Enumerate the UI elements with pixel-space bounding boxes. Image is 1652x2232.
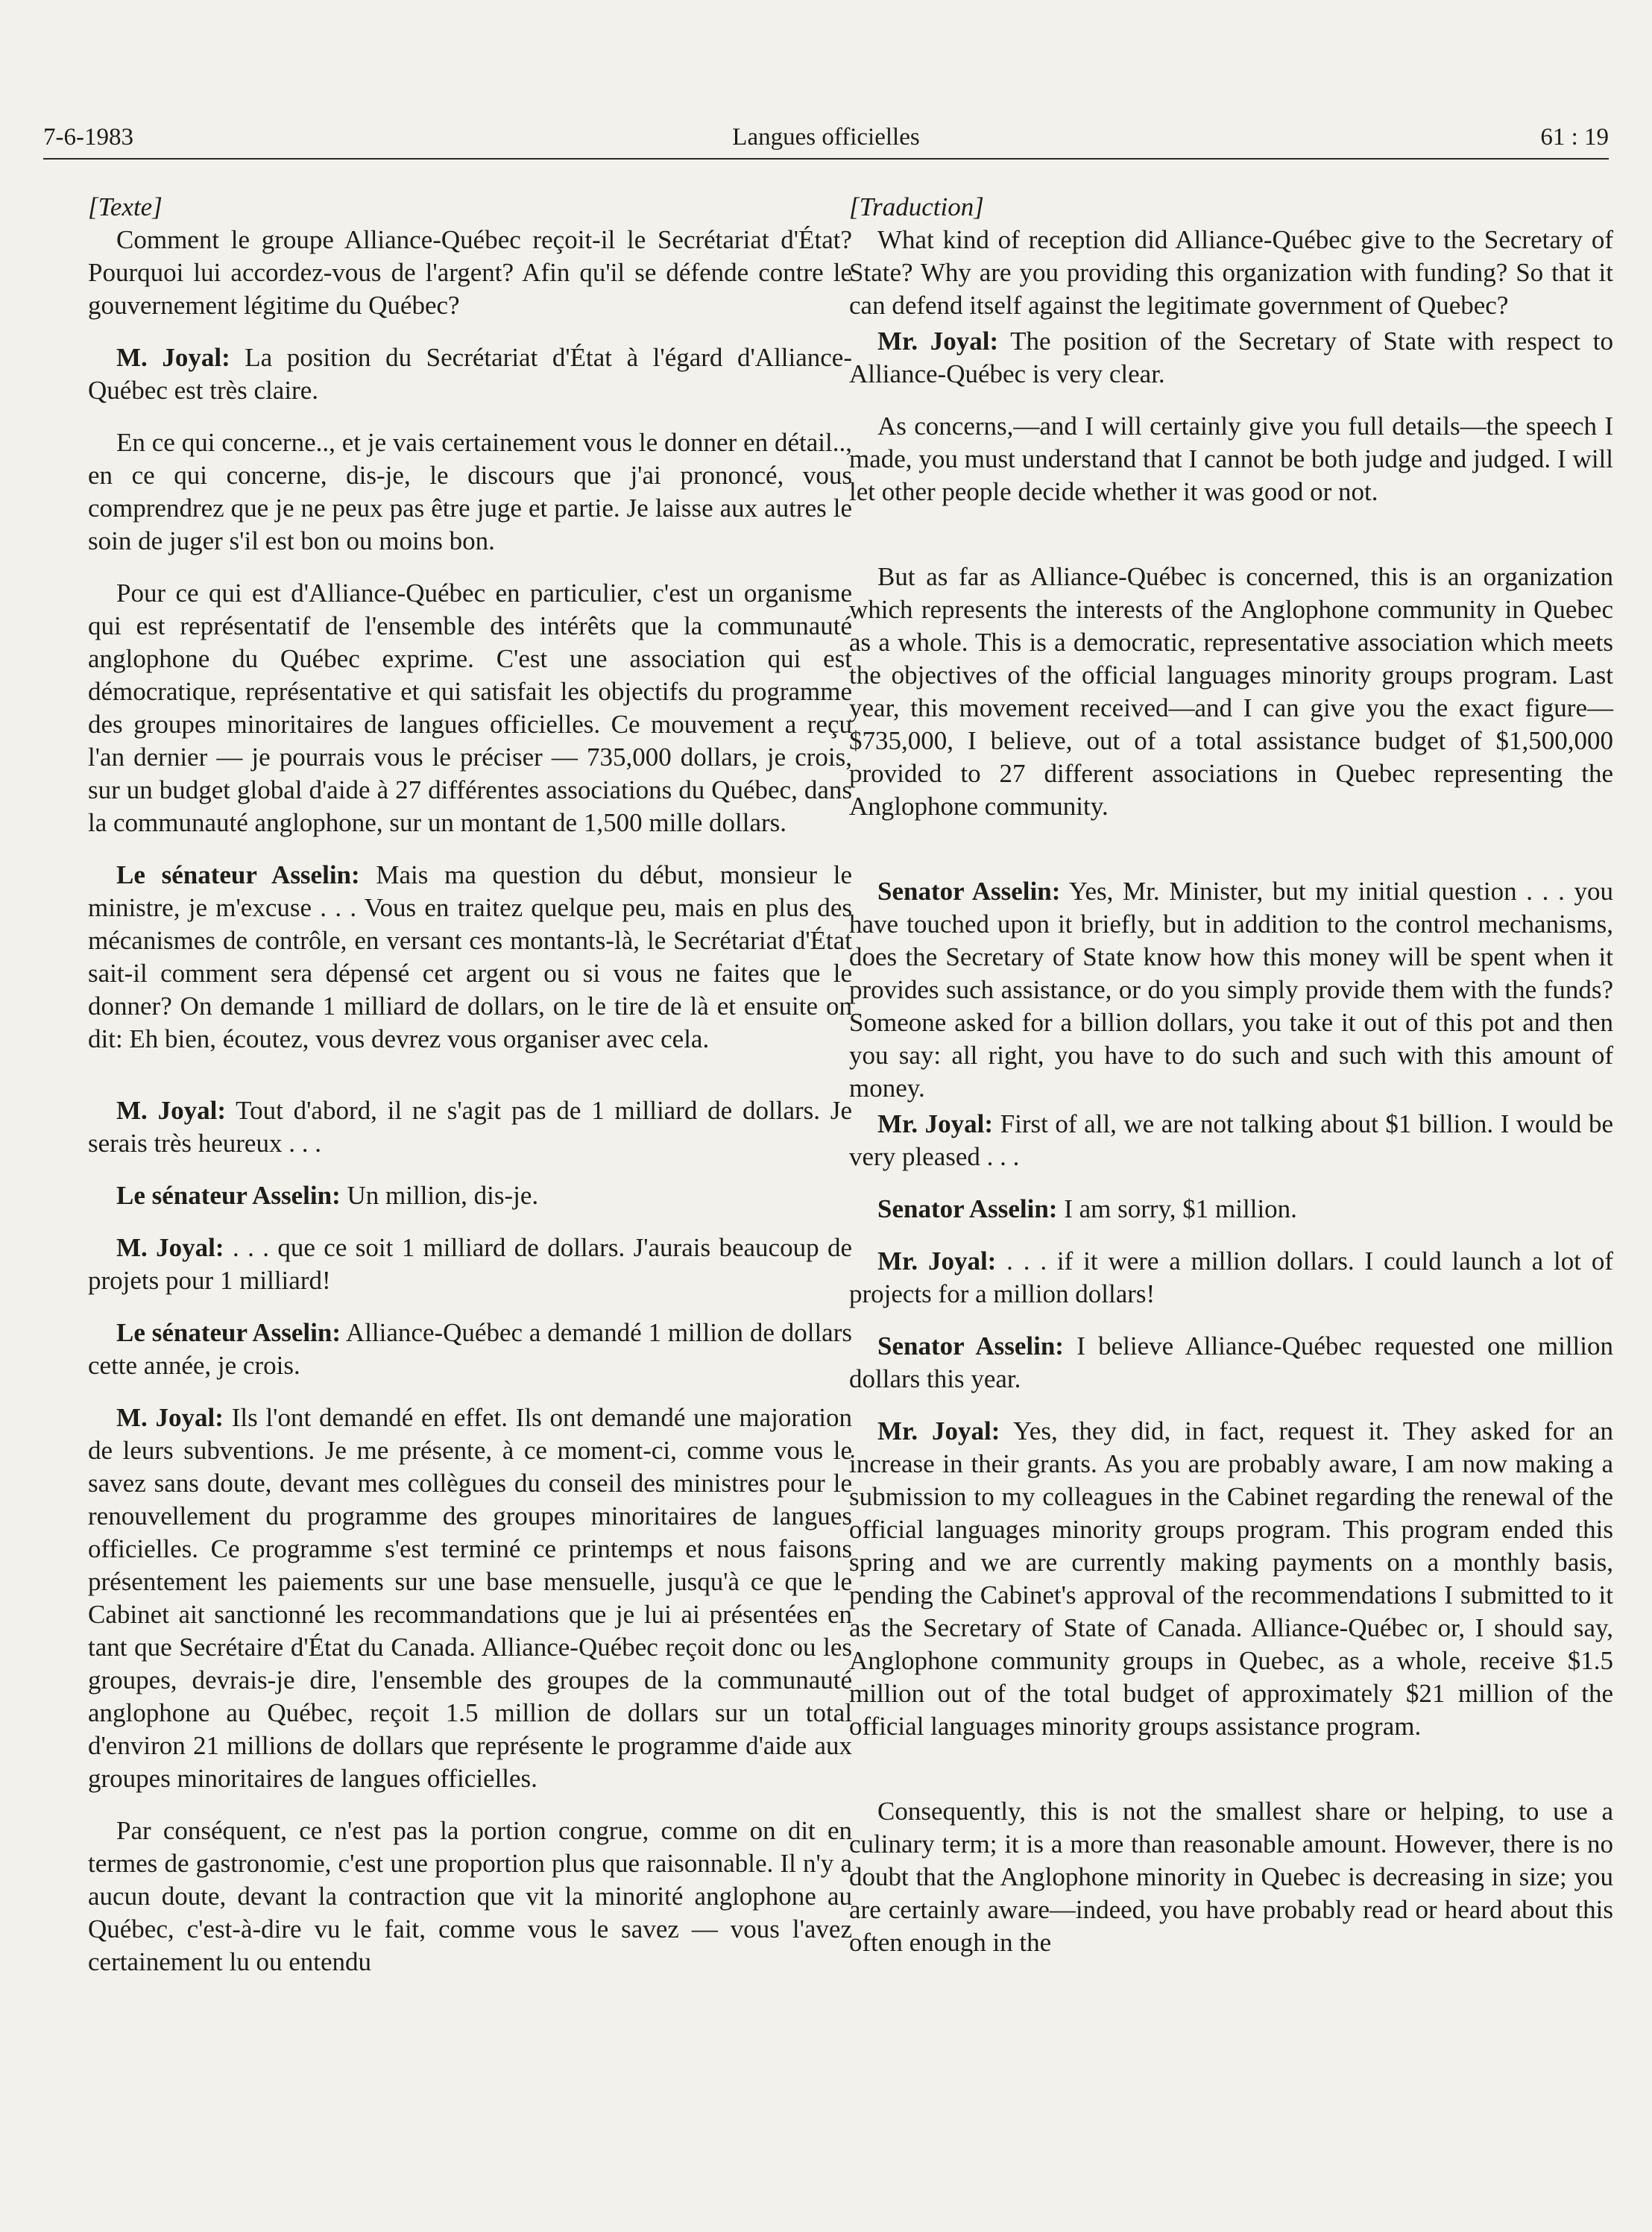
paragraph bbox=[849, 1108, 1613, 1173]
speaker-name: Le sénateur Asselin: bbox=[116, 1181, 341, 1210]
paragraph-text: But as far as Alliance-Québec is concerned, this is an organization which represents the interests of the Anglophone community in Quebec as a whole. This is a democratic, representative association which meets the objectives of the official languages minority groups program. Last year, this movement received—and I can give you the exact figure—$735,000, I believe, out of a total assistance budget of $1,500,000 provided to 27 different associations in Quebec representing the Anglophone community. bbox=[849, 562, 1613, 821]
french-column bbox=[88, 191, 852, 1979]
paragraph bbox=[88, 224, 852, 322]
speaker-name: Le sénateur Asselin: bbox=[116, 860, 360, 889]
section-tag: [Traduction] bbox=[849, 192, 984, 221]
paragraph-text: Pour ce qui est d'Alliance-Québec en particulier, c'est un organisme qui est représentatif de l'ensemble des intérêts que la communauté anglophone du Québec exprime. C'est une association qui est démocratique, représentative et qui satisfait les objectifs du programme des groupes minoritaires de langues officielles. Ce mouvement a reçu l'an dernier — je pourrais vous le préciser — 735,000 dollars, je crois, sur un budget global d'aide à 27 différentes associations du Québec, dans la communauté anglophone, sur un montant de 1,500 mille dollars. bbox=[88, 579, 852, 837]
paragraph bbox=[849, 325, 1613, 391]
paragraph-text: The position of the Secretary of State with respect to Alliance-Québec is very clear. bbox=[849, 327, 1613, 388]
speaker-name: Senator Asselin: bbox=[877, 1331, 1064, 1361]
english-column bbox=[849, 191, 1613, 1959]
paragraph bbox=[88, 1179, 852, 1212]
speaker-name: Le sénateur Asselin: bbox=[116, 1318, 341, 1347]
speaker-name: Senator Asselin: bbox=[877, 877, 1061, 906]
paragraph bbox=[88, 1402, 852, 1795]
speaker-name: Mr. Joyal: bbox=[877, 1246, 997, 1276]
paragraph-text: Un million, dis-je. bbox=[347, 1181, 539, 1210]
paragraph-text: Alliance-Québec a demandé 1 million de dollars cette année, je crois. bbox=[88, 1318, 852, 1380]
page-header bbox=[43, 124, 1609, 160]
paragraph bbox=[88, 1815, 852, 1979]
paragraph-text: . . . que ce soit 1 milliard de dollars. J'aurais beaucoup de projets pour 1 milliard! bbox=[88, 1233, 852, 1295]
header-page-number: 61 : 19 bbox=[1540, 124, 1609, 151]
speaker-name: M. Joyal: bbox=[116, 1096, 226, 1125]
paragraph bbox=[88, 859, 852, 1056]
paragraph-text: First of all, we are not talking about $1 billion. I would be very pleased . . . bbox=[849, 1109, 1614, 1171]
paragraph bbox=[88, 341, 852, 407]
paragraph bbox=[849, 224, 1613, 322]
speaker-name: Mr. Joyal: bbox=[877, 327, 999, 356]
header-date: 7-6-1983 bbox=[43, 124, 133, 151]
paragraph-text: As concerns,—and I will certainly give you full details—the speech I made, you must understand that I cannot be both judge and judged. I will let other people decide whether it was good or not. bbox=[849, 412, 1613, 506]
speaker-name: M. Joyal: bbox=[116, 343, 230, 372]
paragraph bbox=[88, 1232, 852, 1297]
speaker-name: Mr. Joyal: bbox=[877, 1109, 994, 1138]
paragraph bbox=[88, 577, 852, 839]
speaker-name: M. Joyal: bbox=[116, 1403, 224, 1432]
paragraph-text: La position du Secrétariat d'État à l'égard d'Alliance-Québec est très claire. bbox=[88, 343, 852, 405]
paragraph-text: I believe Alliance-Québec requested one million dollars this year. bbox=[849, 1331, 1614, 1393]
paragraph bbox=[88, 1094, 852, 1160]
speaker-name: M. Joyal: bbox=[116, 1233, 224, 1262]
paragraph bbox=[849, 1330, 1613, 1396]
header-title: Langues officielles bbox=[732, 124, 920, 151]
paragraph-text: Par conséquent, ce n'est pas la portion congrue, comme on dit en termes de gastronomie, c'est une proportion plus que raisonnable. Il n'y a aucun doute, devant la contraction que vit la minorité anglophone au Québec, c'est-à-dire vu le fait, comme vous le savez — vous l'avez certainement lu ou entendu bbox=[88, 1816, 852, 1976]
paragraph-text: Ils l'ont demandé en effet. Ils ont demandé une majoration de leurs subventions. Je me présente, à ce moment-ci, comme vous le savez sans doute, devant mes collègues du conseil des ministres pour le renouvellement du programme des groupes minoritaires de langues officielles. Ce programme s'est terminé ce printemps et nous faisons présentement les paiements sur une base mensuelle, jusqu'à ce que le Cabinet ait sanctionné les recommandations que je lui ai présentées en tant que Secrétaire d'État du Canada. Alliance-Québec reçoit donc ou les groupes, devrais-je dire, l'ensemble des groupes de la communauté anglophone au Québec, reçoit 1.5 million de dollars sur un total d'environ 21 millions de dollars que représente le programme d'aide aux groupes minoritaires de langues officielles. bbox=[88, 1403, 853, 1793]
paragraph bbox=[849, 410, 1613, 508]
speaker-name: Mr. Joyal: bbox=[877, 1416, 1000, 1446]
speaker-name: Senator Asselin: bbox=[877, 1194, 1058, 1223]
paragraph bbox=[849, 561, 1613, 823]
paragraph-text: Yes, Mr. Minister, but my initial question . . . you have touched upon it briefly, but in addition to the control mechanisms, does the Secretary of State know how this money will be spent when it provides such assistance, or do you simply provide them with the funds? Someone asked for a billion dollars, you take it out of this pot and then you say: all right, you have to do such and such with this amount of money. bbox=[849, 877, 1613, 1103]
paragraph bbox=[849, 1415, 1613, 1743]
paragraph bbox=[849, 1245, 1613, 1311]
paragraph-text: Tout d'abord, il ne s'agit pas de 1 milliard de dollars. Je serais très heureux . . . bbox=[88, 1096, 852, 1158]
section-tag: [Texte] bbox=[88, 192, 163, 221]
paragraph-text: Consequently, this is not the smallest share or helping, to use a culinary term; it is a more than reasonable amount. However, there is no doubt that the Anglophone minority in Quebec is decreasing in size; you are certainly aware—indeed, you have probably read or heard about this often enough in the bbox=[849, 1797, 1613, 1957]
paragraph-text: What kind of reception did Alliance-Québec give to the Secretary of State? Why are you providing this organization with funding? So that it can defend itself against the legitimate government of Quebec? bbox=[849, 225, 1613, 320]
paragraph-text: Yes, they did, in fact, request it. They asked for an increase in their grants. As you are probably aware, I am now making a submission to my colleagues in the Cabinet regarding the renewal of the official languages minority groups program. This program ended this spring and we are currently making payments on a monthly basis, pending the Cabinet's approval of the recommendations I submitted to it as the Secretary of State of Canada. Alliance-Québec or, I should say, Anglophone community groups in Quebec, as a whole, receive $1.5 million out of the total budget of approximately $21 million of the official languages minority groups assistance program. bbox=[849, 1416, 1613, 1741]
paragraph-text: En ce qui concerne.., et je vais certainement vous le donner en détail.., en ce qui concerne, dis-je, le discours que j'ai prononcé, vous comprendrez que je ne peux pas être juge et partie. Je laisse aux autres le soin de juger s'il est bon ou moins bon. bbox=[88, 428, 852, 555]
paragraph bbox=[849, 875, 1613, 1105]
paragraph-text: Comment le groupe Alliance-Québec reçoit-il le Secrétariat d'État? Pourquoi lui accordez-vous de l'argent? Afin qu'il se défende contre le gouvernement légitime du Québec? bbox=[88, 225, 852, 320]
paragraph-text: Mais ma question du début, monsieur le ministre, je m'excuse . . . Vous en traitez quelque peu, mais en plus des mécanismes de contrôle, en versant ces montants-là, le Secrétariat d'État sait-il comment sera dépensé cet argent ou si vous ne faites que le donner? On demande 1 milliard de dollars, on le tire de là et ensuite on dit: Eh bien, écoutez, vous devrez vous organiser avec cela. bbox=[88, 860, 853, 1053]
paragraph bbox=[88, 1317, 852, 1382]
paragraph bbox=[849, 1795, 1613, 1959]
paragraph-text: . . . if it were a million dollars. I could launch a lot of projects for a million dollars! bbox=[849, 1246, 1613, 1308]
paragraph bbox=[849, 1193, 1613, 1226]
paragraph bbox=[88, 426, 852, 558]
paragraph-text: I am sorry, $1 million. bbox=[1064, 1194, 1297, 1223]
